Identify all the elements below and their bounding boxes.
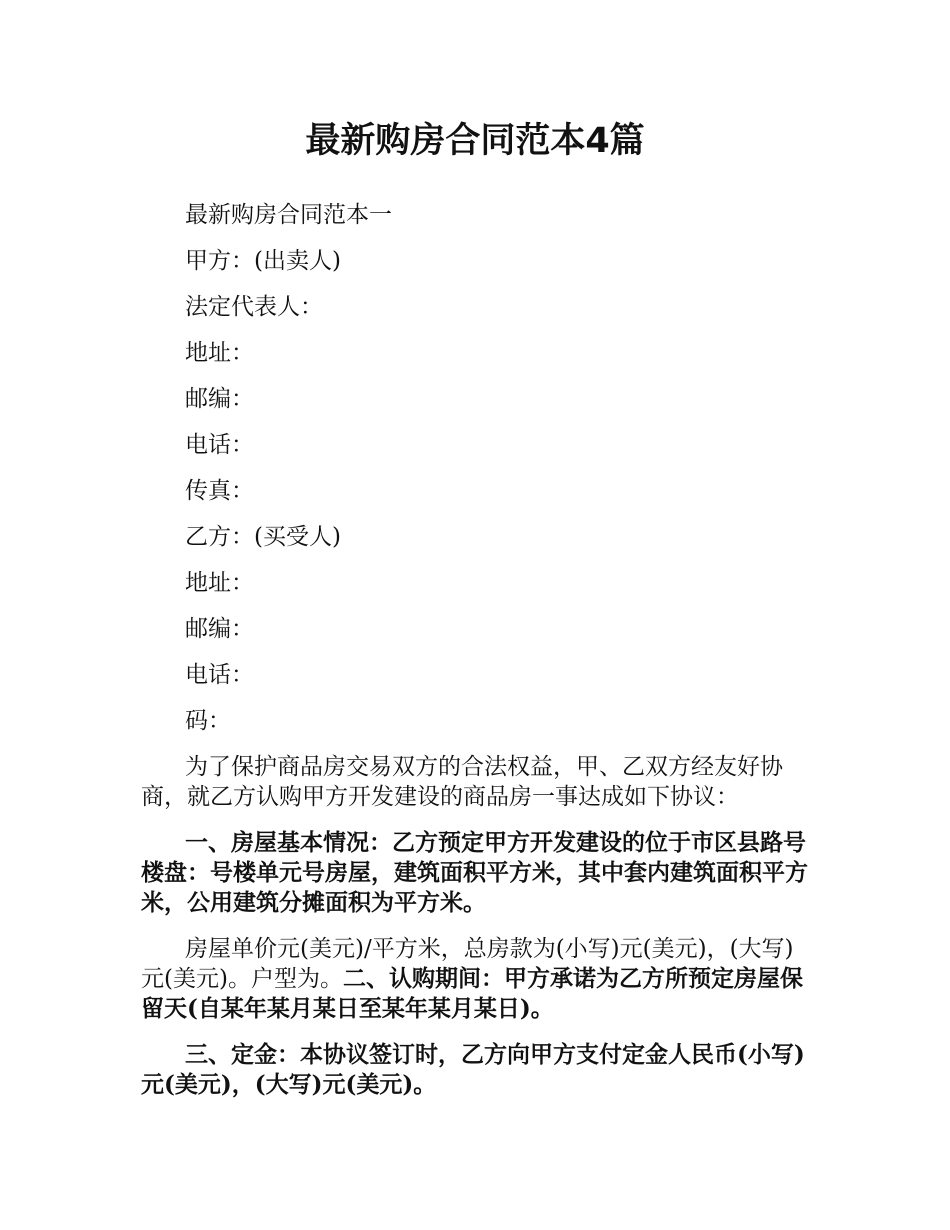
section-heading: 最新购房合同范本一: [185, 202, 392, 228]
clause-2-text: 二、认购期间：甲方承诺为乙方所预定房屋保留天(自某年某月某日至某年某月某日)。: [141, 965, 803, 1022]
party-b-postcode-label: 邮编：: [185, 616, 254, 642]
party-b-label: 乙方：(买受人): [185, 524, 341, 550]
legal-representative-label: 法定代表人：: [185, 294, 323, 320]
document-body: [141, 200, 813, 1116]
clause-3-paragraph: 三、定金：本协议签订时，乙方向甲方支付定金人民币(小写)元(美元)，(大写)元(美元)。: [141, 1041, 805, 1098]
clause-1-paragraph: 一、房屋基本情况：乙方预定甲方开发建设的位于市区县路号楼盘：号楼单元号房屋，建筑面积平方米，其中套内建筑面积平方米，公用建筑分摊面积为平方米。: [141, 829, 808, 916]
party-a-fax-label: 传真：: [185, 478, 254, 504]
party-a-phone-label: 电话：: [185, 432, 254, 458]
intro-paragraph: 为了保护商品房交易双方的合法权益，甲、乙双方经友好协商，就乙方认购甲方开发建设的商品房一事达成如下协议：: [141, 754, 783, 810]
party-a-address-label: 地址：: [185, 340, 254, 366]
document-title: 最新购房合同范本4篇: [305, 121, 645, 161]
party-a-postcode-label: 邮编：: [185, 386, 254, 412]
party-b-code-label: 码：: [185, 708, 231, 734]
price-text: 房屋单价元(美元)/平方米，总房款为(小写)元(美元)，(大写)元(美元)。户型为。: [141, 936, 794, 992]
party-b-address-label: 地址：: [185, 570, 254, 596]
party-b-phone-label: 电话：: [185, 662, 254, 688]
price-and-clause-2-paragraph: [141, 934, 813, 1024]
party-a-label: 甲方：(出卖人): [185, 248, 341, 274]
